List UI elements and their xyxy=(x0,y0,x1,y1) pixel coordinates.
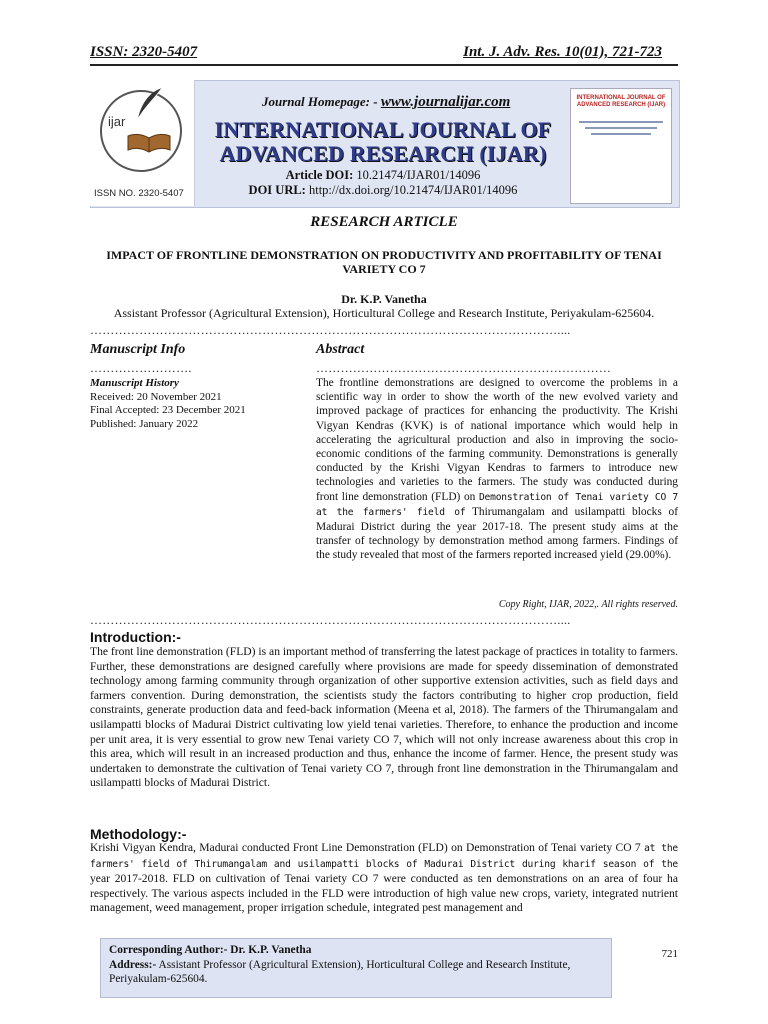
copyright-notice: Copy Right, IJAR, 2022,. All rights reserved. xyxy=(498,599,678,610)
manuscript-history xyxy=(90,377,280,431)
doi-url xyxy=(202,183,564,198)
article-title-line-2: VARIETY CO 7 xyxy=(342,262,426,276)
journal-title-line-2: ADVANCED RESEARCH (IJAR) xyxy=(219,141,547,166)
cover-text-lines xyxy=(579,119,663,139)
logo-issn: ISSN NO. 2320-5407 xyxy=(94,188,184,199)
methodology-text xyxy=(90,841,678,916)
separator-dots-bottom: …………………………………………………………………………………………………….... xyxy=(90,614,571,626)
homepage-link[interactable]: www.journalijar.com xyxy=(380,94,511,110)
received-date: Received: 20 November 2021 xyxy=(90,390,222,403)
methodology-part-1: Krishi Vigyan Kendra, Madurai conducted Front Line Demonstration (FLD) on Demonstration of Tenai variety CO 7 xyxy=(90,841,641,854)
methodology-mono-text: at the farmers' field of Thirumangalam and usilampatti blocks of Madurai District during kharif season of the xyxy=(90,843,678,870)
journal-title-line-1: INTERNATIONAL JOURNAL OF xyxy=(214,117,552,142)
methodology-part-2: year 2017-2018. FLD on cultivation of Tenai variety CO 7 were conducted as ten demonstrations on an area of four ha respectively. The various aspects included in the FLD were introduction of high value new crops, variety, integrated nutrient management, weed management, proper irrigation schedule, integrated pest management and xyxy=(90,872,678,915)
accepted-date: Final Accepted: 23 December 2021 xyxy=(90,404,246,416)
doi-url-label: DOI URL: xyxy=(248,183,306,197)
running-header-issn: ISSN: 2320-5407 xyxy=(90,44,198,60)
address-label: Address:- xyxy=(109,958,157,971)
author-name: Dr. K.P. Vanetha xyxy=(341,292,427,306)
separator-dots-top: …………………………………………………………………………………………………….... xyxy=(90,324,571,336)
journal-cover-thumbnail xyxy=(570,88,672,204)
journal-homepage xyxy=(262,94,510,111)
journal-logo xyxy=(90,80,195,206)
doi-url-link[interactable]: http://dx.doi.org/10.21474/IJAR01/14096 xyxy=(308,183,518,197)
separator-dots-manuscript: ……………………. xyxy=(90,362,192,374)
manuscript-history-label: Manuscript History xyxy=(90,377,179,389)
logo-text: ijar xyxy=(108,114,126,129)
doi-value: 10.21474/IJAR01/14096 xyxy=(356,168,481,182)
quill-icon xyxy=(132,86,168,122)
homepage-label: Journal Homepage: - xyxy=(262,94,378,109)
abstract-part-2: Thirumangalam and usilampatti blocks of Madurai District during the year 2017-18. The present study aims at the transfer of technology by demonstration method among farmers. Findings of the study revealed that most of the farmers reported increased yield (29.00%). xyxy=(316,505,678,562)
published-date: Published: January 2022 xyxy=(90,417,199,430)
article-title xyxy=(90,248,678,276)
abstract-mono-text: Demonstration of Tenai variety CO 7 at the farmers' field of xyxy=(316,491,678,518)
abstract-part-1: The frontline demonstrations are designed to overcome the problems in a scientific way in order to show the worth of the new evolved variety and improved package of practices for enhancing the productivity. The Krishi Vigyan Kendras (KVK) is of national importance which would help in accelerating the agricultural production and also in improving the socio-economic conditions of the farming community. Demonstrations is generally conducted by the Krishi Vigyan Kendras to farmers to introduce new technologies and varieties to the farmers. The study was conducted during front line demonstration (FLD) on xyxy=(316,377,678,503)
separator-dots-abstract: ……………………………………………………………… xyxy=(316,362,612,374)
abstract-text xyxy=(316,376,678,563)
article-title-line-1: IMPACT OF FRONTLINE DEMONSTRATION ON PRODUCTIVITY AND PROFITABILITY OF TENAI xyxy=(106,248,662,262)
manuscript-info-heading: Manuscript Info xyxy=(90,342,186,357)
corresponding-author: Corresponding Author:- Dr. K.P. Vanetha xyxy=(109,944,312,956)
doi-label: Article DOI: xyxy=(285,168,354,182)
running-header-citation: Int. J. Adv. Res. 10(01), 721-723 xyxy=(463,44,662,60)
methodology-heading: Methodology:- xyxy=(90,826,187,842)
author-address xyxy=(109,958,603,987)
introduction-text: The front line demonstration (FLD) is an important method of transferring the latest package of practices in totality to farmers. Further, these demonstrations are designed carefully where provisions are made for speedy dissemination of demonstrated technology among farming community through organization of other supportive extension activities, such as field days and farmers convention. During demonstration, the scientists study the factors contributing to higher crop production, field constraints, generate production data and feed-back information (Meena et al, 2018). The farmers of the Thirumangalam and usilampatti blocks of Madurai District cultivating low yield tenai varieties. Therefore, to enhance the production and income per unit area, it is very essential to grow new Tenai variety CO 7, which will not only increase awareness about this crop in this area, which will result in an increased production and thus, enhance the income of farmer. Hence, the present study was undertaken to demonstrate the cultivation of Tenai variety CO 7, through front line demonstration in the Thirumangalam and usilampatti blocks of Madurai District. xyxy=(90,645,678,790)
author-affiliation: Assistant Professor (Agricultural Extension), Horticultural College and Research Institute, Periyakulam-625604. xyxy=(113,306,655,320)
section-label: RESEARCH ARTICLE xyxy=(310,214,458,230)
introduction-heading: Introduction:- xyxy=(90,629,181,645)
open-book-icon xyxy=(126,130,172,154)
abstract-heading: Abstract xyxy=(316,342,365,357)
cover-title: INTERNATIONAL JOURNAL OF ADVANCED RESEARCH (IJAR) xyxy=(576,95,666,108)
journal-title xyxy=(202,118,564,166)
header-rule xyxy=(90,64,678,66)
article-doi xyxy=(202,168,564,183)
address-text: Assistant Professor (Agricultural Extension), Horticultural College and Research Institute, Periyakulam-625604. xyxy=(109,958,571,985)
page-number: 721 xyxy=(661,948,678,960)
corresponding-author-box xyxy=(100,938,612,998)
